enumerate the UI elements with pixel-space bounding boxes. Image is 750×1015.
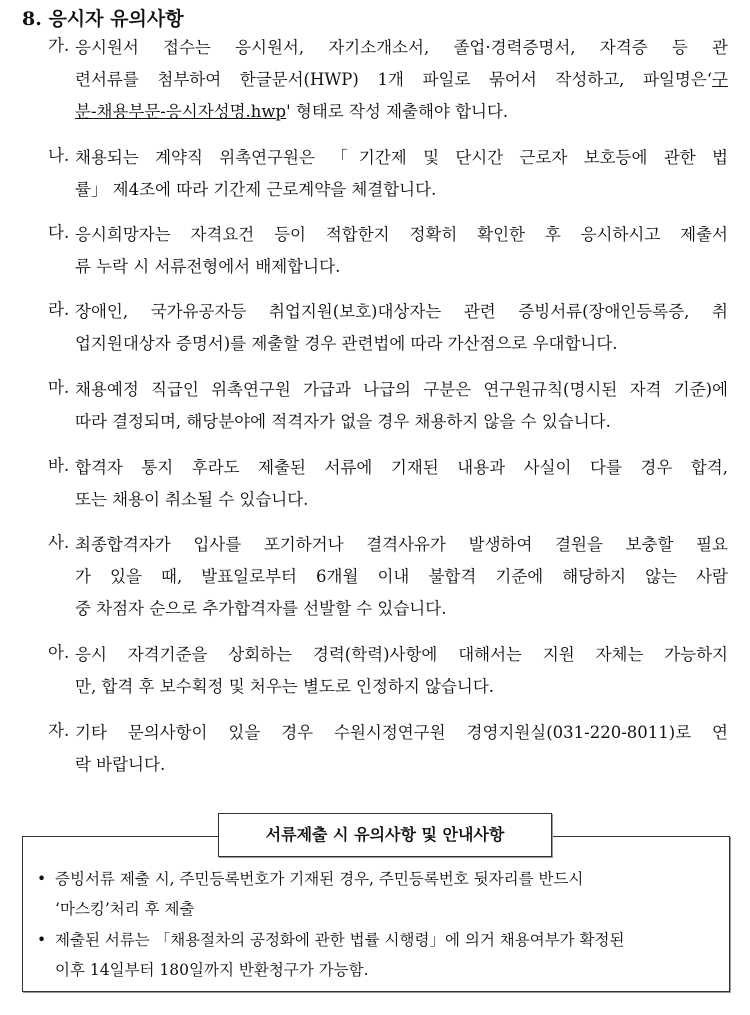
item-text: 따라 결정되며, 해당분야에 적격자가 없을 경우 채용하지 않을 수 있습니다. xyxy=(75,412,611,431)
notice-item xyxy=(48,639,728,703)
notice-item xyxy=(48,142,728,206)
item-text: 최종합격자가 입사를 포기하거나 결격사유가 발생하여 결원을 보충할 필요 xyxy=(75,535,728,554)
bullet-line: ‘마스킹’처리 후 제출 xyxy=(55,900,195,918)
item-line xyxy=(75,174,728,206)
notice-item xyxy=(48,452,728,516)
item-line xyxy=(75,32,728,64)
item-text: 업지원대상자 증명서)를 제출할 경우 관련법에 따라 가산점으로 우대합니다. xyxy=(75,334,618,353)
item-text: 련서류를 첨부하여 한글문서(HWP) 1개 파일로 묶어서 작성하고, 파일명은‘ xyxy=(75,70,713,89)
item-text: 장애인, 국가유공자등 취업지원(보호)대상자는 관련 증빙서류(장애인등록증, 취 xyxy=(75,302,728,321)
notice-box-title: 서류제출 시 유의사항 및 안내사항 xyxy=(218,813,552,857)
item-line xyxy=(75,406,728,438)
item-line xyxy=(75,96,728,128)
item-line xyxy=(75,251,728,283)
item-text: 구 xyxy=(712,70,728,89)
notice-bullet xyxy=(37,925,707,985)
item-label: 아. xyxy=(48,643,70,662)
item-text: 채용되는 계약직 위촉연구원은 「기간제 및 단시간 근로자 보호등에 관한 법 xyxy=(75,148,728,167)
item-text: 분-채용부문-응시자성명.hwp xyxy=(75,102,287,121)
item-line xyxy=(75,296,728,328)
item-label: 가. xyxy=(48,36,70,55)
item-line xyxy=(75,749,728,781)
item-line xyxy=(75,593,728,625)
item-text: 률」 제4조에 따라 기간제 근로계약을 체결합니다. xyxy=(75,180,437,199)
item-line xyxy=(75,717,728,749)
item-label: 마. xyxy=(48,378,70,397)
bullet-icon: • xyxy=(37,931,47,949)
item-text: 가 있을 때, 발표일로부터 6개월 이내 불합격 기준에 해당하지 않는 사람 xyxy=(75,567,728,586)
item-label: 사. xyxy=(48,533,70,552)
item-label: 자. xyxy=(48,721,70,740)
notice-item xyxy=(48,296,728,360)
item-line xyxy=(75,529,728,561)
item-text: 합격자 통지 후라도 제출된 서류에 기재된 내용과 사실이 다를 경우 합격, xyxy=(75,458,728,477)
item-label: 다. xyxy=(48,223,70,242)
bullet-line: 제출된 서류는 「채용절차의 공정화에 관한 법률 시행령」에 의거 채용여부가 확정된 xyxy=(55,931,625,949)
bullet-line: 증빙서류 제출 시, 주민등록번호가 기재된 경우, 주민등록번호 뒷자리를 반드시 xyxy=(55,870,584,888)
item-label: 바. xyxy=(48,456,70,475)
item-line xyxy=(75,639,728,671)
notice-item xyxy=(48,219,728,283)
item-line xyxy=(75,374,728,406)
item-text: 락 바랍니다. xyxy=(75,755,166,774)
item-text: 중 차점자 순으로 추가합격자를 선발할 수 있습니다. xyxy=(75,599,447,618)
notice-item xyxy=(48,529,728,625)
item-label: 라. xyxy=(48,300,70,319)
notice-item xyxy=(48,717,728,781)
notice-box xyxy=(22,836,730,992)
item-text: ' 형태로 작성 제출해야 합니다. xyxy=(286,102,509,121)
item-line xyxy=(75,671,728,703)
item-text: 또는 채용이 취소될 수 있습니다. xyxy=(75,490,309,509)
item-line xyxy=(75,561,728,593)
bullet-line: 이후 14일부터 180일까지 반환청구가 가능함. xyxy=(55,961,369,979)
item-line xyxy=(75,64,728,96)
item-line xyxy=(75,484,728,516)
item-line xyxy=(75,452,728,484)
notice-bullet xyxy=(37,864,707,924)
item-line xyxy=(75,142,728,174)
item-text: 채용예정 직급인 위촉연구원 가급과 나급의 구분은 연구원규칙(명시된 자격 기준)에 xyxy=(75,380,728,399)
notice-item xyxy=(48,32,728,128)
item-text: 류 누락 시 서류전형에서 배제합니다. xyxy=(75,257,341,276)
item-label: 나. xyxy=(48,146,70,165)
item-text: 응시희망자는 자격요건 등이 적합한지 정확히 확인한 후 응시하시고 제출서 xyxy=(75,225,728,244)
item-text: 기타 문의사항이 있을 경우 수원시정연구원 경영지원실(031-220-8011)로 연 xyxy=(75,723,728,742)
item-line xyxy=(75,328,728,360)
bullet-icon: • xyxy=(37,870,47,888)
section-title: 8. 응시자 유의사항 xyxy=(22,8,184,30)
notice-item xyxy=(48,374,728,438)
item-text: 만, 합격 후 보수획정 및 처우는 별도로 인정하지 않습니다. xyxy=(75,677,495,696)
item-text: 응시 자격기준을 상회하는 경력(학력)사항에 대해서는 지원 자체는 가능하지 xyxy=(75,645,728,664)
item-line xyxy=(75,219,728,251)
item-text: 응시원서 접수는 응시원서, 자기소개소서, 졸업·경력증명서, 자격증 등 관 xyxy=(75,38,728,57)
